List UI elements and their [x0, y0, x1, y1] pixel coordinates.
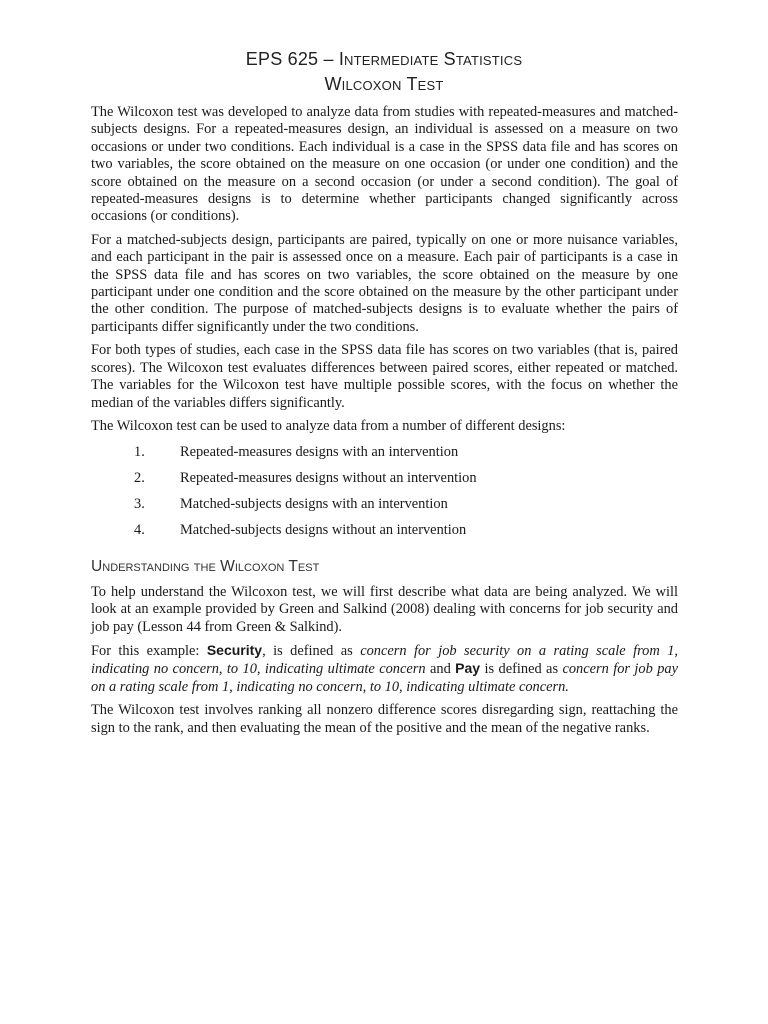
section-heading: Understanding the Wilcoxon Test: [91, 558, 320, 576]
list-item-number: 1.: [134, 443, 145, 460]
list-item-text: Matched-subjects designs without an intervention: [180, 521, 467, 538]
example-block: [91, 642, 678, 696]
paragraph-example-intro: To help understand the Wilcoxon test, we will first describe what data are being analyzed. We will look at an example provided by Green and Salkind (2008) dealing with concerns for job security and job pay (Lesson 44 from Green & Salkind).: [91, 583, 678, 635]
list-item-text: Matched-subjects designs with an intervention: [180, 495, 448, 512]
list-item-text: Repeated-measures designs with an intervention: [180, 443, 459, 460]
example-connector: is defined as: [480, 661, 563, 678]
list-item: [91, 465, 678, 491]
list-item: [91, 439, 678, 465]
document-body: [91, 104, 678, 743]
list-item-number: 2.: [134, 469, 145, 486]
example-lead: For this example:: [91, 642, 207, 659]
list-item-text: Repeated-measures designs without an intervention: [180, 469, 477, 486]
paragraph-matched-subjects: For a matched-subjects design, participants are paired, typically on one or more nuisance variables, and each participant in the pair is assessed once on a measure. Each pair of participants is a case in the SPSS data file and has scores on two variables, the score obtained on the measure by one participant under one condition and the score obtained on the measure by the other participant under the other condition. The purpose of matched-subjects designs is to evaluate whether the pairs of participants differ significantly under the two conditions.: [91, 231, 678, 335]
example-and: and: [425, 661, 456, 678]
pay-definition: concern for job pay on a rating scale from 1, indicating no concern, to 10, indicating ultimate concern.: [91, 661, 678, 695]
paragraph-paired-scores: For both types of studies, each case in the SPSS data file has scores on two variables (that is, paired scores). The Wilcoxon test evaluates differences between paired scores, either repeated or matched. The variables for the Wilcoxon test have multiple possible scores, with the focus on whether the median of the variables differs significantly.: [91, 342, 678, 411]
variable-pay: Pay: [455, 660, 481, 677]
example-connector: , is defined as: [262, 642, 361, 659]
list-item-number: 3.: [134, 495, 145, 512]
document-title: [0, 47, 768, 97]
paragraph-designs-intro: The Wilcoxon test can be used to analyze data from a number of different designs:: [91, 417, 566, 434]
variable-security: Security: [206, 641, 263, 658]
list-item-number: 4.: [134, 521, 145, 538]
paragraph-ranking: The Wilcoxon test involves ranking all nonzero difference scores disregarding sign, reattaching the sign to the rank, and then evaluating the mean of the positive and the mean of the negative ranks.: [91, 702, 678, 736]
paragraph-intro: The Wilcoxon test was developed to analyze data from studies with repeated-measures and matched-subjects designs. For a repeated-measures design, an individual is assessed on a measure on two occasions or under two conditions. Each individual is a case in the SPSS data file and has scores on two variables, the score obtained on the measure on one occasion (or under one condition) and the score obtained on the measure on a second occasion (or under a second condition). The goal of repeated-measures designs is to determine whether participants changed significantly across occasions (or conditions).: [91, 104, 678, 225]
course-title: EPS 625 – Intermediate Statistics: [245, 49, 523, 69]
list-item: [91, 517, 678, 543]
security-definition: concern for job security on a rating scale from 1, indicating no concern, to 10, indicating ultimate concern: [91, 642, 678, 678]
designs-list: [91, 439, 678, 543]
list-item: [91, 491, 678, 517]
topic-title: Wilcoxon Test: [324, 74, 444, 94]
